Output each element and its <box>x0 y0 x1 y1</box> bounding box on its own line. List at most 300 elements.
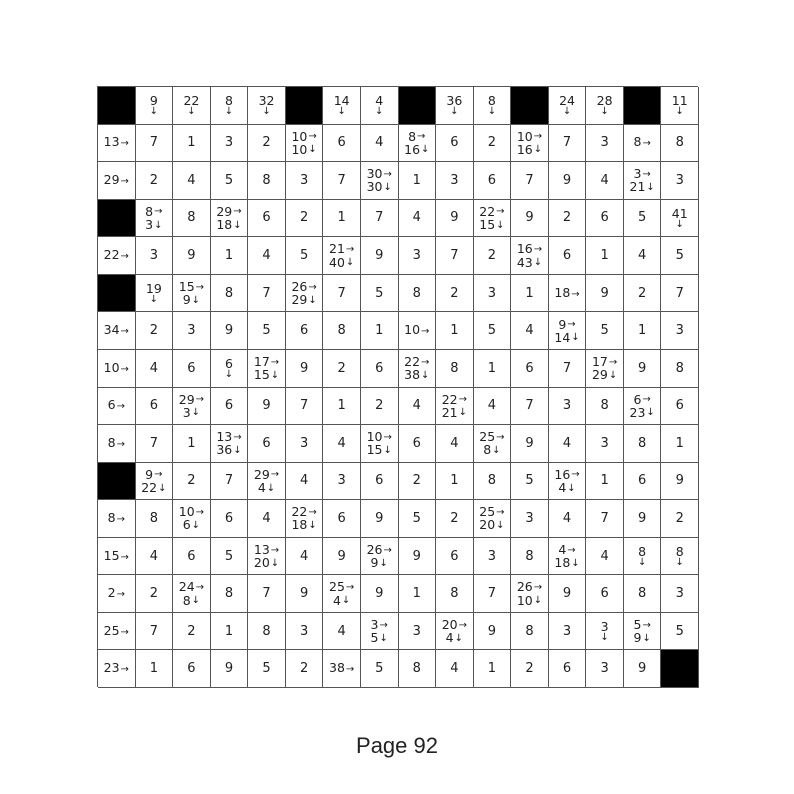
right-arrow-icon: → <box>345 582 355 594</box>
answer-cell: 7 <box>286 388 324 426</box>
answer-cell: 1 <box>511 275 549 313</box>
answer-cell: 5 <box>586 312 624 350</box>
down-arrow-icon: ↓ <box>492 444 501 456</box>
answer-cell: 3 <box>286 162 324 200</box>
clue-cell-across-down <box>248 350 286 388</box>
right-arrow-icon: → <box>195 394 205 406</box>
black-cell <box>624 87 662 125</box>
right-arrow-icon: → <box>116 401 125 413</box>
down-clue-number: 16 <box>404 141 421 157</box>
answer-cell: 8 <box>323 312 361 350</box>
across-clue-number: 8 <box>633 134 642 150</box>
answer-cell: 7 <box>474 575 512 613</box>
black-cell <box>98 87 136 125</box>
answer-cell: 9 <box>586 275 624 313</box>
right-arrow-icon: → <box>308 131 317 143</box>
answer-cell: 7 <box>211 463 249 501</box>
clue-cell-across-down <box>436 388 474 426</box>
right-arrow-icon: → <box>154 469 163 481</box>
down-arrow-icon: ↓ <box>675 557 684 569</box>
clue-cell-across-down <box>474 500 512 538</box>
across-clue-number: 29 <box>253 466 270 482</box>
down-clue-number: 6 <box>182 517 191 533</box>
answer-cell: 6 <box>248 425 286 463</box>
right-arrow-icon: → <box>345 664 355 676</box>
answer-cell: 8 <box>248 613 286 651</box>
down-arrow-icon: ↓ <box>533 144 543 156</box>
across-clue-number: 18 <box>554 284 571 300</box>
down-clue-number: 3 <box>600 619 609 635</box>
down-arrow-icon: ↓ <box>187 106 196 118</box>
right-arrow-icon: → <box>571 288 580 300</box>
across-clue-number: 4 <box>558 541 567 557</box>
clue-cell-across <box>98 650 136 688</box>
clue-cell-across-down <box>624 613 662 651</box>
across-clue-number: 13 <box>253 541 270 557</box>
down-arrow-icon: ↓ <box>270 557 280 569</box>
right-arrow-icon: → <box>270 469 280 481</box>
right-arrow-icon: → <box>120 551 129 563</box>
answer-cell: 6 <box>173 650 211 688</box>
black-cell <box>399 87 437 125</box>
answer-cell: 5 <box>361 650 399 688</box>
clue-cell-across-down <box>586 350 624 388</box>
answer-cell: 1 <box>436 463 474 501</box>
answer-cell: 9 <box>248 388 286 426</box>
right-arrow-icon: → <box>421 326 430 338</box>
clue-cell-across-down <box>549 463 587 501</box>
across-clue-number: 13 <box>216 429 233 445</box>
clue-cell-across-down <box>549 538 587 576</box>
right-arrow-icon: → <box>417 131 426 143</box>
down-arrow-icon: ↓ <box>262 106 271 118</box>
answer-cell: 4 <box>549 500 587 538</box>
clue-cell-across-down <box>286 125 324 163</box>
answer-cell: 7 <box>361 200 399 238</box>
clue-cell-down <box>211 350 249 388</box>
down-arrow-icon: ↓ <box>383 182 392 194</box>
answer-cell: 5 <box>399 500 437 538</box>
answer-cell: 2 <box>549 200 587 238</box>
answer-cell: 6 <box>323 125 361 163</box>
right-arrow-icon: → <box>458 394 467 406</box>
answer-cell: 8 <box>474 463 512 501</box>
answer-cell: 8 <box>436 350 474 388</box>
answer-cell: 8 <box>399 275 437 313</box>
answer-cell: 3 <box>136 237 174 275</box>
clue-cell-across <box>399 312 437 350</box>
right-arrow-icon: → <box>571 469 580 481</box>
right-arrow-icon: → <box>120 251 129 263</box>
down-clue-number: 8 <box>675 543 684 559</box>
answer-cell: 4 <box>586 162 624 200</box>
right-arrow-icon: → <box>116 513 125 525</box>
across-clue-number: 5 <box>633 617 642 633</box>
across-clue-number: 16 <box>554 466 571 482</box>
right-arrow-icon: → <box>496 431 505 443</box>
answer-cell: 4 <box>586 538 624 576</box>
answer-cell: 8 <box>511 538 549 576</box>
down-arrow-icon: ↓ <box>571 332 580 344</box>
down-clue-number: 8 <box>224 93 233 109</box>
down-clue-number: 41 <box>671 205 688 221</box>
right-arrow-icon: → <box>270 356 280 368</box>
down-clue-number: 18 <box>554 555 571 571</box>
clue-cell-across-down <box>474 200 512 238</box>
down-clue-number: 4 <box>257 479 266 495</box>
answer-cell: 1 <box>624 312 662 350</box>
clue-cell-across-down <box>286 500 324 538</box>
right-arrow-icon: → <box>195 281 205 293</box>
down-arrow-icon: ↓ <box>450 106 459 118</box>
answer-cell: 4 <box>549 425 587 463</box>
answer-cell: 8 <box>436 575 474 613</box>
down-clue-number: 11 <box>671 93 688 109</box>
clue-cell-across-down <box>399 125 437 163</box>
down-arrow-icon: ↓ <box>345 257 355 269</box>
right-arrow-icon: → <box>383 168 392 180</box>
answer-cell: 6 <box>549 650 587 688</box>
across-clue-number: 22 <box>103 247 120 263</box>
answer-cell: 3 <box>323 463 361 501</box>
answer-cell: 7 <box>136 425 174 463</box>
answer-cell: 4 <box>136 538 174 576</box>
answer-cell: 7 <box>248 275 286 313</box>
clue-cell-across <box>549 275 587 313</box>
answer-cell: 1 <box>361 312 399 350</box>
answer-cell: 6 <box>624 463 662 501</box>
answer-cell: 8 <box>399 650 437 688</box>
answer-cell: 3 <box>661 575 699 613</box>
answer-cell: 9 <box>361 500 399 538</box>
down-arrow-icon: ↓ <box>308 520 317 532</box>
down-clue-number: 18 <box>216 216 233 232</box>
answer-cell: 4 <box>136 350 174 388</box>
down-arrow-icon: ↓ <box>642 632 651 644</box>
right-arrow-icon: → <box>270 544 280 556</box>
down-arrow-icon: ↓ <box>191 407 201 419</box>
down-arrow-icon: ↓ <box>496 520 505 532</box>
down-clue-number: 36 <box>216 442 233 458</box>
answer-cell: 6 <box>586 575 624 613</box>
answer-cell: 2 <box>286 650 324 688</box>
across-clue-number: 10 <box>103 359 120 375</box>
clue-cell-across-down <box>211 200 249 238</box>
clue-cell-across <box>98 162 136 200</box>
down-arrow-icon: ↓ <box>375 106 384 118</box>
clue-cell-down <box>661 538 699 576</box>
clue-cell-across-down <box>511 237 549 275</box>
answer-cell: 7 <box>323 275 361 313</box>
answer-cell: 7 <box>661 275 699 313</box>
across-clue-number: 20 <box>441 617 458 633</box>
clue-cell-down <box>474 87 512 125</box>
clue-cell-across-down <box>399 350 437 388</box>
down-arrow-icon: ↓ <box>383 444 392 456</box>
answer-cell: 3 <box>586 650 624 688</box>
across-clue-number: 8 <box>107 434 116 450</box>
clue-cell-across-down <box>173 388 211 426</box>
down-clue-number: 8 <box>483 442 492 458</box>
answer-cell: 3 <box>211 125 249 163</box>
right-arrow-icon: → <box>116 589 125 601</box>
down-arrow-icon: ↓ <box>224 106 234 118</box>
black-cell <box>511 87 549 125</box>
right-arrow-icon: → <box>642 394 651 406</box>
across-clue-number: 2 <box>107 585 116 601</box>
answer-cell: 3 <box>474 275 512 313</box>
down-arrow-icon: ↓ <box>496 219 505 231</box>
answer-cell: 5 <box>361 275 399 313</box>
answer-cell: 3 <box>399 613 437 651</box>
down-clue-number: 40 <box>329 254 345 270</box>
down-arrow-icon: ↓ <box>600 632 609 644</box>
answer-cell: 5 <box>286 237 324 275</box>
across-clue-number: 25 <box>103 622 120 638</box>
down-arrow-icon: ↓ <box>158 482 167 494</box>
right-arrow-icon: → <box>379 619 388 631</box>
across-clue-number: 25 <box>479 504 496 520</box>
right-arrow-icon: → <box>496 506 505 518</box>
clue-cell-across <box>98 613 136 651</box>
clue-cell-across-down <box>173 575 211 613</box>
clue-cell-across <box>98 425 136 463</box>
answer-cell: 8 <box>661 350 699 388</box>
down-clue-number: 21 <box>441 404 458 420</box>
down-clue-number: 24 <box>559 93 575 109</box>
down-clue-number: 10 <box>291 141 308 157</box>
answer-cell: 6 <box>173 350 211 388</box>
answer-cell: 6 <box>361 350 399 388</box>
answer-cell: 1 <box>474 650 512 688</box>
down-arrow-icon: ↓ <box>191 294 201 306</box>
across-clue-number: 6 <box>633 391 642 407</box>
right-arrow-icon: → <box>116 438 125 450</box>
right-arrow-icon: → <box>120 664 129 676</box>
down-arrow-icon: ↓ <box>154 219 163 231</box>
down-clue-number: 19 <box>145 281 162 297</box>
across-clue-number: 34 <box>103 322 120 338</box>
answer-cell: 9 <box>211 312 249 350</box>
clue-cell-across-down <box>323 237 361 275</box>
clue-cell-across-down <box>511 575 549 613</box>
answer-cell: 7 <box>511 388 549 426</box>
clue-cell-across <box>98 125 136 163</box>
answer-cell: 5 <box>511 463 549 501</box>
answer-cell: 8 <box>136 500 174 538</box>
answer-cell: 6 <box>661 388 699 426</box>
right-arrow-icon: → <box>533 582 543 594</box>
down-arrow-icon: ↓ <box>149 294 159 306</box>
down-arrow-icon: ↓ <box>379 632 388 644</box>
across-clue-number: 3 <box>633 166 642 182</box>
across-clue-number: 10 <box>291 128 308 144</box>
answer-cell: 5 <box>211 162 249 200</box>
clue-cell-across-down <box>248 463 286 501</box>
answer-cell: 9 <box>173 237 211 275</box>
answer-cell: 3 <box>399 237 437 275</box>
answer-cell: 4 <box>173 162 211 200</box>
answer-cell: 6 <box>436 125 474 163</box>
across-clue-number: 15 <box>103 547 120 563</box>
across-clue-number: 10 <box>366 429 383 445</box>
down-clue-number: 21 <box>629 179 646 195</box>
answer-cell: 4 <box>361 125 399 163</box>
across-clue-number: 8 <box>408 128 417 144</box>
across-clue-number: 38 <box>329 660 345 676</box>
down-arrow-icon: ↓ <box>191 595 201 607</box>
answer-cell: 4 <box>511 312 549 350</box>
clue-cell-across <box>98 350 136 388</box>
right-arrow-icon: → <box>642 619 651 631</box>
answer-cell: 2 <box>136 312 174 350</box>
answer-cell: 4 <box>323 425 361 463</box>
down-arrow-icon: ↓ <box>487 106 497 118</box>
across-clue-number: 16 <box>516 241 533 257</box>
down-clue-number: 10 <box>516 592 533 608</box>
answer-cell: 3 <box>511 500 549 538</box>
across-clue-number: 22 <box>441 391 458 407</box>
right-arrow-icon: → <box>195 506 205 518</box>
answer-cell: 6 <box>286 312 324 350</box>
across-clue-number: 10 <box>404 322 421 338</box>
clue-cell-across-down <box>211 425 249 463</box>
right-arrow-icon: → <box>642 168 651 180</box>
clue-cell-across-down <box>173 275 211 313</box>
answer-cell: 6 <box>399 425 437 463</box>
down-arrow-icon: ↓ <box>149 106 159 118</box>
answer-cell: 1 <box>586 237 624 275</box>
answer-cell: 1 <box>474 350 512 388</box>
down-clue-number: 15 <box>253 367 270 383</box>
across-clue-number: 22 <box>291 504 308 520</box>
right-arrow-icon: → <box>533 244 543 256</box>
down-arrow-icon: ↓ <box>224 369 234 381</box>
answer-cell: 1 <box>323 200 361 238</box>
answer-cell: 8 <box>586 388 624 426</box>
answer-cell: 9 <box>361 575 399 613</box>
answer-cell: 3 <box>661 312 699 350</box>
answer-cell: 7 <box>436 237 474 275</box>
right-arrow-icon: → <box>308 506 317 518</box>
right-arrow-icon: → <box>308 281 317 293</box>
clue-cell-down <box>173 87 211 125</box>
across-clue-number: 30 <box>366 166 383 182</box>
down-arrow-icon: ↓ <box>341 595 351 607</box>
clue-cell-across <box>98 575 136 613</box>
answer-cell: 7 <box>511 162 549 200</box>
across-clue-number: 26 <box>366 541 383 557</box>
down-clue-number: 4 <box>375 93 384 109</box>
answer-cell: 3 <box>436 162 474 200</box>
answer-cell: 6 <box>248 200 286 238</box>
right-arrow-icon: → <box>608 356 618 368</box>
down-clue-number: 22 <box>183 93 200 109</box>
down-clue-number: 4 <box>445 630 454 646</box>
answer-cell: 9 <box>323 538 361 576</box>
answer-cell: 4 <box>323 613 361 651</box>
clue-cell-down <box>136 275 174 313</box>
clue-cell-across <box>98 538 136 576</box>
answer-cell: 1 <box>211 613 249 651</box>
answer-cell: 3 <box>173 312 211 350</box>
answer-cell: 3 <box>474 538 512 576</box>
answer-cell: 9 <box>361 237 399 275</box>
clue-cell-across <box>98 312 136 350</box>
answer-cell: 3 <box>549 388 587 426</box>
clue-cell-across-down <box>474 425 512 463</box>
answer-cell: 7 <box>248 575 286 613</box>
right-arrow-icon: → <box>120 326 129 338</box>
answer-cell: 4 <box>624 237 662 275</box>
right-arrow-icon: → <box>567 544 576 556</box>
clue-cell-across-down <box>286 275 324 313</box>
across-clue-number: 6 <box>107 397 116 413</box>
answer-cell: 5 <box>661 237 699 275</box>
answer-cell: 2 <box>323 350 361 388</box>
down-clue-number: 23 <box>629 404 646 420</box>
right-arrow-icon: → <box>383 544 392 556</box>
answer-cell: 4 <box>286 463 324 501</box>
answer-cell: 7 <box>136 125 174 163</box>
down-clue-number: 22 <box>141 479 158 495</box>
down-arrow-icon: ↓ <box>270 369 280 381</box>
answer-cell: 8 <box>173 200 211 238</box>
down-arrow-icon: ↓ <box>571 557 580 569</box>
answer-cell: 3 <box>286 425 324 463</box>
clue-cell-across-down <box>624 388 662 426</box>
clue-cell-across-down <box>323 575 361 613</box>
answer-cell: 4 <box>399 388 437 426</box>
answer-cell: 2 <box>248 125 286 163</box>
answer-cell: 5 <box>661 613 699 651</box>
answer-cell: 3 <box>586 125 624 163</box>
answer-cell: 7 <box>549 350 587 388</box>
across-clue-number: 17 <box>591 354 608 370</box>
clue-cell-down <box>549 87 587 125</box>
answer-cell: 2 <box>511 650 549 688</box>
right-arrow-icon: → <box>383 431 392 443</box>
clue-cell-across <box>98 388 136 426</box>
down-arrow-icon: ↓ <box>646 407 655 419</box>
down-clue-number: 30 <box>366 179 383 195</box>
across-clue-number: 26 <box>516 579 533 595</box>
clue-cell-down <box>586 613 624 651</box>
right-arrow-icon: → <box>533 131 543 143</box>
answer-cell: 9 <box>399 538 437 576</box>
answer-cell: 2 <box>624 275 662 313</box>
down-clue-number: 6 <box>224 356 233 372</box>
down-arrow-icon: ↓ <box>308 294 317 306</box>
answer-cell: 5 <box>211 538 249 576</box>
answer-cell: 9 <box>661 463 699 501</box>
answer-cell: 4 <box>399 200 437 238</box>
clue-cell-down <box>211 87 249 125</box>
across-clue-number: 10 <box>516 128 533 144</box>
clue-cell-across <box>323 650 361 688</box>
answer-cell: 6 <box>211 500 249 538</box>
answer-cell: 7 <box>323 162 361 200</box>
down-clue-number: 8 <box>487 93 496 109</box>
down-arrow-icon: ↓ <box>675 106 684 118</box>
down-clue-number: 15 <box>366 442 383 458</box>
clue-cell-across-down <box>361 538 399 576</box>
down-arrow-icon: ↓ <box>608 369 618 381</box>
down-arrow-icon: ↓ <box>533 595 543 607</box>
across-clue-number: 23 <box>103 660 120 676</box>
right-arrow-icon: → <box>154 206 163 218</box>
across-clue-number: 10 <box>178 504 195 520</box>
